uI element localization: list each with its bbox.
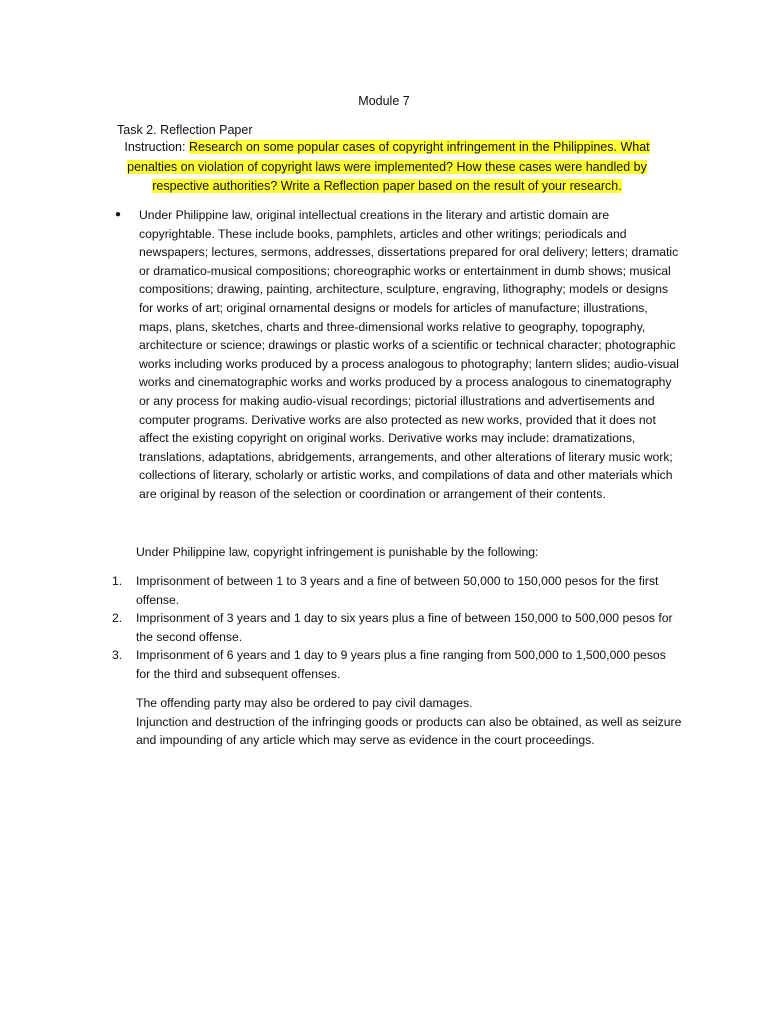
list-item	[112, 206, 682, 504]
list-text: Imprisonment of between 1 to 3 years and a fine of between 50,000 to 150,000 pesos for the first offense.	[136, 574, 659, 607]
module-title: Module 7	[358, 94, 410, 108]
list-text: Imprisonment of 6 years and 1 day to 9 years plus a fine ranging from 500,000 to 1,500,000 pesos for the third and subsequent offenses.	[136, 648, 666, 681]
penalties-intro: Under Philippine law, copyright infringement is punishable by the following:	[136, 545, 539, 559]
list-text: Imprisonment of 3 years and 1 day to six years plus a fine of between 150,000 to 500,000 pesos for the second offense.	[136, 611, 673, 644]
list-item	[112, 572, 682, 609]
closing-line-2: Injunction and destruction of the infringing goods or products can also be obtained, as well as seizure and impounding of any article which may serve as evidence in the court proceedings.	[136, 714, 682, 748]
list-number: 3.	[112, 648, 123, 663]
task-title: Task 2. Reflection Paper	[117, 123, 253, 137]
bullet-icon: ●	[115, 209, 122, 220]
closing-line-1: The offending party may also be ordered to pay civil damages.	[136, 696, 473, 710]
closing-paragraph	[136, 694, 696, 750]
instruction-paragraph	[117, 138, 657, 197]
penalties-list	[112, 572, 682, 684]
bullet-text: Under Philippine law, original intellectual creations in the literary and artistic domain are copyrightable. These include books, pamphlets, articles and other writings; periodicals and newspapers; lectures, sermons, addresses, dissertations prepared for oral delivery; letters; dramatic or dramatico-musical compositions; choreographic works or entertainment in dumb shows; musical compositions; drawing, painting, architecture, sculpture, engraving, lithography; models or designs for works of art; original ornamental designs or models for articles of manufacture; illustrations, maps, plans, sketches, charts and three-dimensional works relative to geography, topography, architecture or science; drawings or plastic works of a scientific or technical character; photographic works including works produced by a process analogous to photography; lantern slides; audio-visual works and cinematographic works and works produced by a process analogous to cinematography or any process for making audio-visual recordings; pictorial illustrations and advertisements and computer programs. Derivative works are also protected as new works, provided that it does not affect the existing copyright on original works. Derivative works may include: dramatizations, translations, adaptations, abridgements, arrangements, and other alterations of literary music work; collections of literary, scholarly or artistic works, and compilations of data and other materials which are original by reason of the selection or coordination or arrangement of their contents.	[139, 208, 679, 501]
list-item	[112, 646, 682, 683]
list-item	[112, 609, 682, 646]
list-number: 1.	[112, 574, 123, 588]
instruction-label: Instruction:	[124, 140, 189, 154]
bullet-list	[112, 206, 682, 504]
list-number: 2.	[112, 611, 123, 626]
instruction-highlighted-text: Research on some popular cases of copyright infringement in the Philippines. What penalties on violation of copyright laws were implemented? How these cases were handled by respective authorities? Write a Reflection paper based on the result of your research.	[127, 140, 650, 193]
